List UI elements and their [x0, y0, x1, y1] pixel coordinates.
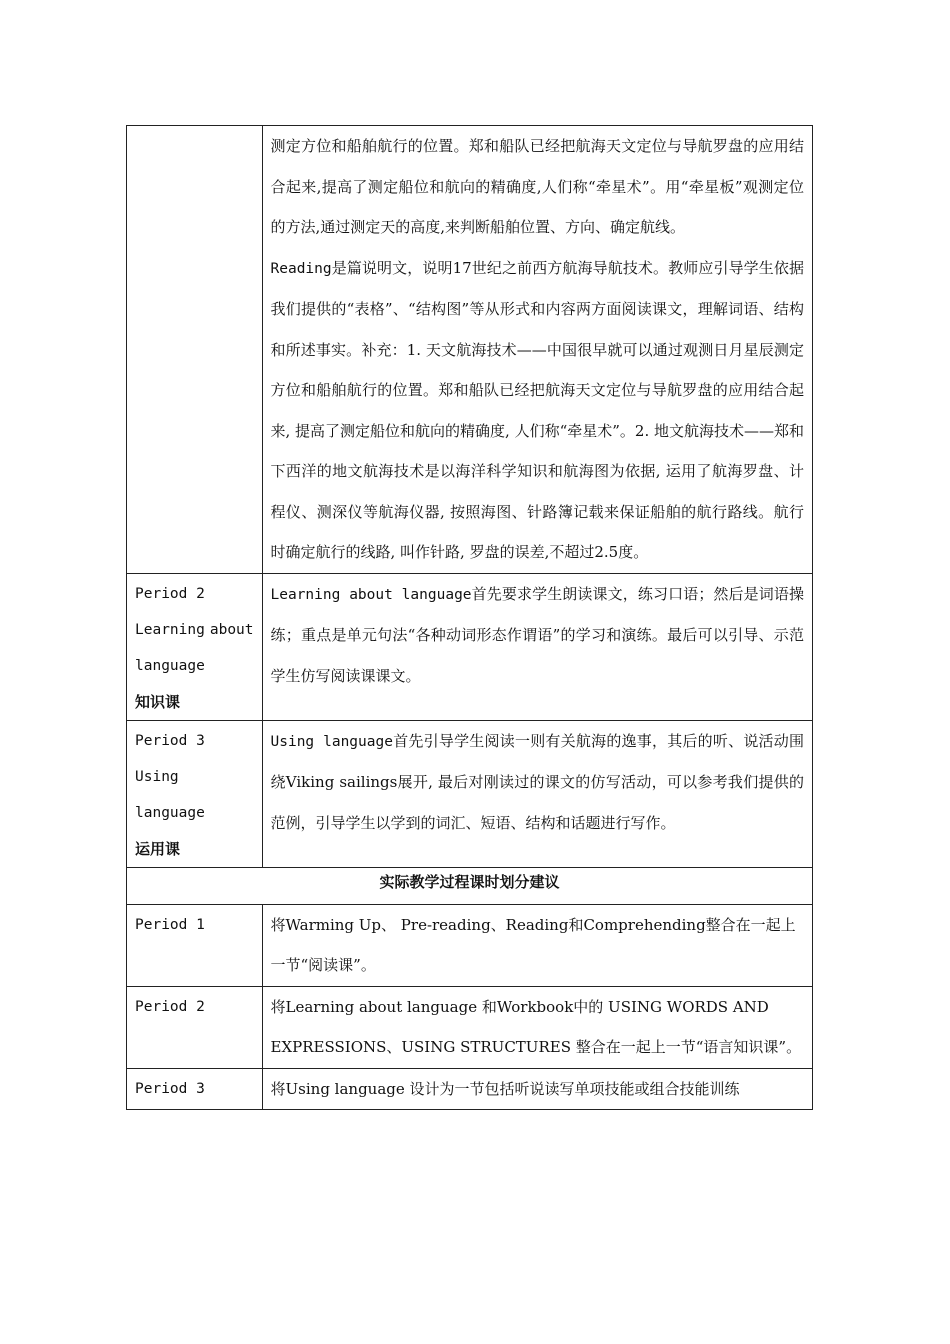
reading-paragraph-1: 测定方位和船舶航行的位置。郑和船队已经把航海天文定位与导航罗盘的应用结合起来,提高了测定船位和航向的精确度,人们称“牵星术”。用“牵星板”观测定位的方法,通过测定天的高度,来判断船舶位置、方向、确定航线。: [270, 137, 804, 236]
plan-period-label: Period 2: [135, 998, 205, 1015]
period2-name-line1: [135, 612, 254, 648]
plan-text-cell: [262, 904, 812, 986]
table-row: [127, 573, 813, 720]
reading-lead: Reading: [270, 260, 332, 277]
period2-type: 知识课: [135, 692, 181, 711]
period3-number: Period 3: [135, 732, 205, 749]
period2-name-line2: language: [135, 657, 205, 674]
period3-description: [271, 721, 804, 844]
period3-lead: Using language: [270, 733, 393, 750]
period2-label-cell: [127, 573, 263, 720]
period3-description-cell: [262, 720, 812, 867]
section-title: 实际教学过程课时划分建议: [127, 867, 813, 904]
plan-text: 将Warming Up、 Pre-reading、Reading和Comprehending整合在一起上一节“阅读课”。: [270, 915, 796, 974]
table-row: [127, 720, 813, 867]
table-row: [127, 986, 813, 1068]
plan-period-cell: [127, 904, 263, 986]
plan-text: 将Learning about language 和Workbook中的 USING WORDS AND EXPRESSIONS、USING STRUCTURES 整合在一起上一节“语言知识课”。: [270, 997, 802, 1056]
period2-text: 首先要求学生朗读课文，练习口语；然后是词语操练；重点是单元句法“各种动词形态作谓语”的学习和演练。最后可以引导、示范学生仿写阅读课课文。: [270, 584, 804, 685]
plan-period-cell: [127, 986, 263, 1068]
period3-name: Using language: [135, 768, 205, 821]
period2-description: [271, 574, 804, 697]
period2-lead: Learning about language: [270, 586, 472, 603]
reading-paragraph-2: [271, 248, 804, 573]
period2-word-learning: Learning: [135, 621, 205, 638]
period3-type: 运用课: [135, 839, 181, 858]
period2-number: Period 2: [135, 585, 205, 602]
table-row: [127, 1068, 813, 1110]
period3-label-cell: [127, 720, 263, 867]
lesson-plan-table: [126, 125, 813, 1110]
reading-description-cell: [262, 126, 812, 574]
reading-text: 是篇说明文，说明17世纪之前西方航海导航技术。教师应引导学生依据我们提供的“表格”、“结构图”等从形式和内容两方面阅读课文，理解词语、结构和所述事实。补充：1. 天文航海技术——中国很早就可以通过观测日月星辰测定方位和船舶航行的位置。郑和船队已经把航海天文定位与导航罗盘的应用结合起来, 提高了测定船位和航向的精确度, 人们称“牵星术”。2. 地文航海技术——郑和下西洋的地文航海技术是以海洋科学知识和航海图为依据, 运用了航海罗盘、计程仪、测深仪等航海仪器, 按照海图、针路簿记载来保证船舶的航行路线。航行时确定航行的线路, 叫作针路, 罗盘的误差,不超过2.5度。: [270, 258, 805, 561]
plan-text-cell: [262, 986, 812, 1068]
period2-word-about: about: [209, 621, 254, 638]
empty-cell: [127, 126, 263, 574]
plan-period-cell: [127, 1068, 263, 1110]
period2-description-cell: [262, 573, 812, 720]
plan-period-label: Period 1: [135, 916, 205, 933]
plan-period-label: Period 3: [135, 1080, 205, 1097]
table-row: [127, 867, 813, 904]
table-row: [127, 126, 813, 574]
plan-text: 将Using language 设计为一节包括听说读写单项技能或组合技能训练: [270, 1079, 740, 1098]
table-row: [127, 904, 813, 986]
period3-text: 首先引导学生阅读一则有关航海的逸事，其后的听、说活动围绕Viking sailings展开, 最后对刚读过的课文的仿写活动，可以参考我们提供的范例，引导学生以学到的词汇、短语、结构和话题进行写作。: [270, 731, 804, 832]
plan-text-cell: [262, 1068, 812, 1110]
